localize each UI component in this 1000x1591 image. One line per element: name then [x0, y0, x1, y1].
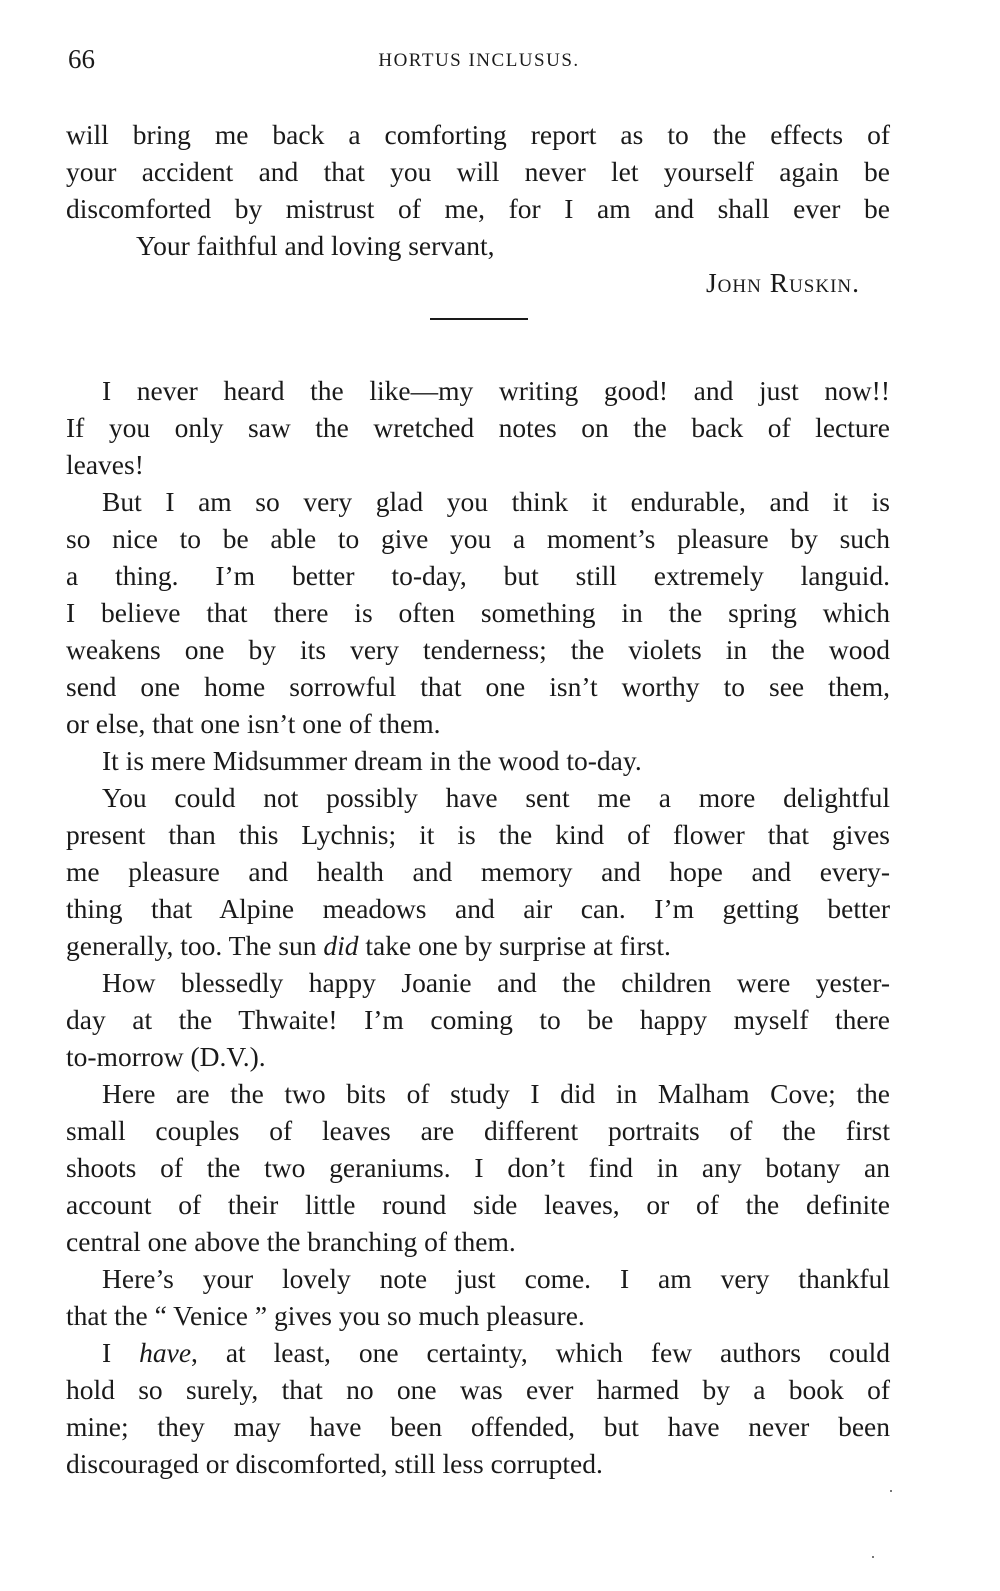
- section-divider: [430, 318, 528, 320]
- reply-text: [66, 372, 890, 1482]
- text-line: But I am so very glad you think it endurable, and it is: [102, 486, 890, 517]
- text-line: your accident and that you will never let yourself again be: [66, 156, 890, 187]
- text-line: a thing. I’m better to-day, but still extremely languid.: [66, 560, 890, 591]
- paragraph: [66, 964, 890, 1075]
- text-line: leaves!: [66, 449, 144, 480]
- text-line: thing that Alpine meadows and air can. I’m getting better: [66, 893, 890, 924]
- text-line: discouraged or discomforted, still less corrupted.: [66, 1448, 603, 1479]
- text-line: to-morrow (D.V.).: [66, 1041, 266, 1072]
- page-number: 66: [68, 44, 95, 74]
- text-line: small couples of leaves are different portraits of the first: [66, 1115, 890, 1146]
- text-line: that the “ Venice ” gives you so much pleasure.: [66, 1300, 585, 1331]
- page-header: [68, 44, 890, 78]
- paragraph: [66, 1260, 890, 1334]
- emphasis: did: [323, 930, 359, 961]
- text-line: I never heard the like—my writing good! and just now!!: [102, 375, 890, 406]
- emphasis: have: [139, 1337, 192, 1368]
- paragraph: [66, 483, 890, 742]
- text-run: I: [102, 1337, 140, 1368]
- print-speck: [872, 1556, 874, 1558]
- text-line: shoots of the two geraniums. I don’t find in any botany an: [66, 1152, 890, 1183]
- text-line: discomforted by mistrust of me, for I am and shall ever be: [66, 193, 890, 224]
- paragraph: [66, 742, 890, 779]
- text-run: take one by surprise at first.: [358, 930, 671, 961]
- text-line: mine; they may have been offended, but have never been: [66, 1411, 890, 1442]
- text-line: present than this Lychnis; it is the kind of flower that gives: [66, 819, 890, 850]
- text-line: You could not possibly have sent me a more delightful: [102, 782, 890, 813]
- text-line: Here’s your lovely note just come. I am very thankful: [102, 1263, 890, 1294]
- text-line: I believe that there is often something in the spring which: [66, 597, 890, 628]
- text-line: so nice to be able to give you a moment’s pleasure by such: [66, 523, 890, 554]
- text-line: central one above the branching of them.: [66, 1226, 516, 1257]
- paragraph: [66, 1334, 890, 1482]
- text-line: or else, that one isn’t one of them.: [66, 708, 441, 739]
- print-speck: [890, 1490, 892, 1492]
- text-line: weakens one by its very tenderness; the violets in the wood: [66, 634, 890, 665]
- text-line: me pleasure and health and memory and hope and every-: [66, 856, 890, 887]
- text-run: generally, too. The sun: [66, 930, 324, 961]
- text-line: hold so surely, that no one was ever harmed by a book of: [66, 1374, 890, 1405]
- letter-closing: Your faithful and loving servant,: [136, 230, 495, 261]
- text-line: account of their little round side leaves, or of the definite: [66, 1189, 890, 1220]
- text-line: [66, 1334, 890, 1371]
- paragraph: [66, 1075, 890, 1260]
- running-title: HORTUS INCLUSUS.: [378, 50, 580, 71]
- text-line: will bring me back a comforting report as to the effects of: [66, 119, 890, 150]
- text-line: Here are the two bits of study I did in Malham Cove; the: [102, 1078, 890, 1109]
- text-line: If you only saw the wretched notes on the back of lecture: [66, 412, 890, 443]
- text-line: day at the Thwaite! I’m coming to be happy myself there: [66, 1004, 890, 1035]
- paragraph: [66, 372, 890, 483]
- text-line: send one home sorrowful that one isn’t worthy to see them,: [66, 671, 890, 702]
- text-line: [66, 927, 890, 964]
- text-run: , at least, one certainty, which few authors could: [191, 1337, 890, 1368]
- letter-ending: [66, 116, 890, 301]
- letter-signature: John Ruskin.: [705, 267, 860, 298]
- text-line: How blessedly happy Joanie and the children were yester-: [102, 967, 890, 998]
- text-line: It is mere Midsummer dream in the wood to-day.: [102, 745, 642, 776]
- paragraph: [66, 779, 890, 964]
